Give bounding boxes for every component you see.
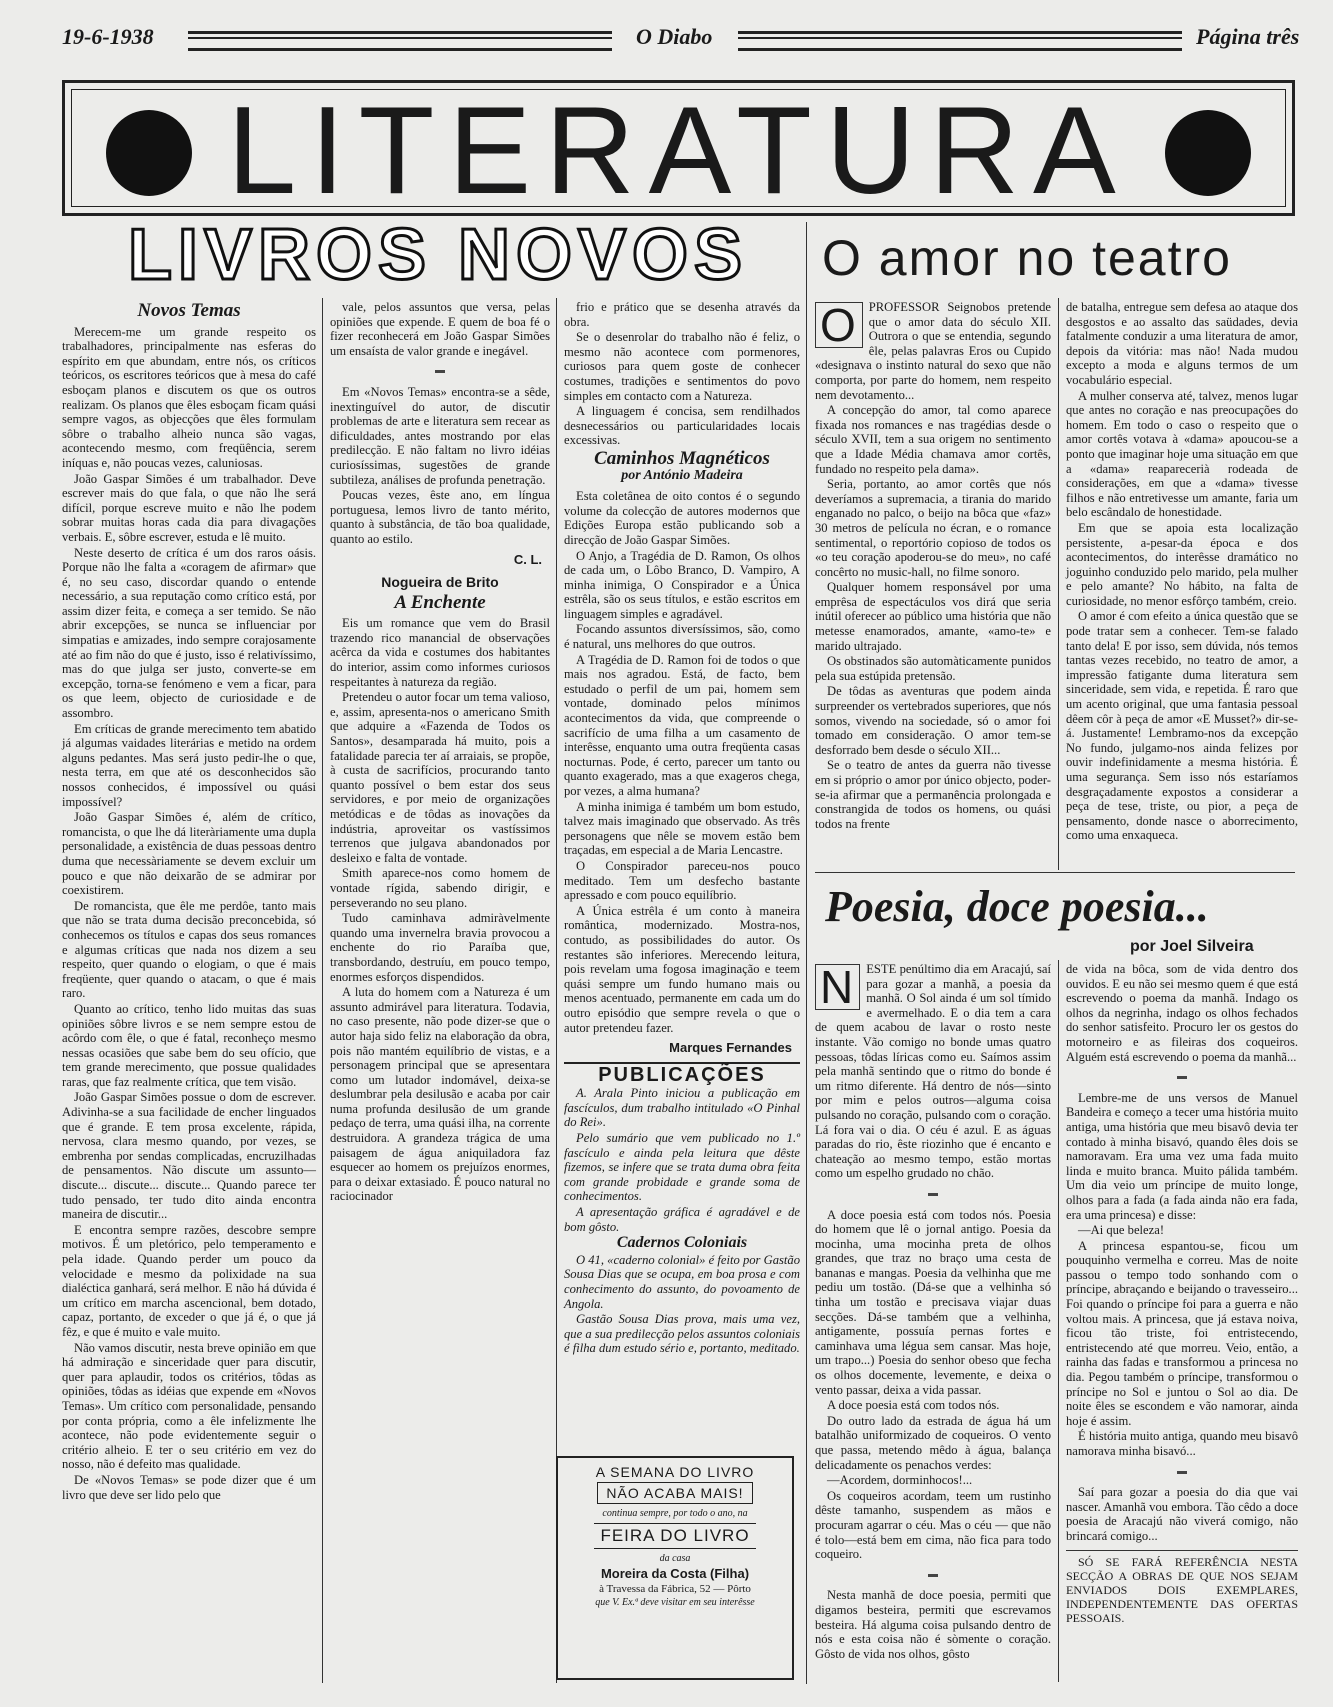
paragraph: A minha inimiga é também um bom estudo, talvez mais imaginado que observado. As três personagens que nêle se movem estão bem traçadas, em especial a de Maria Lencastre.: [564, 799, 800, 858]
section-banner: [62, 80, 1295, 220]
signature-cl: C. L.: [513, 551, 542, 567]
paragraph: Smith aparece-nos como homem de vontade rígida, sabendo dirigir, e perseverando no seu plano.: [330, 866, 550, 910]
paragraph: —Ai que beleza!: [1078, 1223, 1165, 1238]
ornament: ▬: [928, 1187, 938, 1199]
ad-line: à Travessa da Fábrica, 52 — Pôrto: [599, 1583, 751, 1595]
paragraph: Em que se apoia esta localização persistente, a-pesar-da época e dos acontecimentos, do interêsse dramático no joguinho conduzido pelo marido, pela mulher e pelo amante? No hábito, na falta de curiosidade, no menor esfôrço também, creio.: [1066, 520, 1298, 608]
ad-line: NÃO ACABA MAIS!: [597, 1482, 752, 1504]
paragraph: Pretendeu o autor focar um tema valioso, e, assim, apresenta-nos o americano Smith que adquire a «Fazenda de Todos os Santos», desamparada há muito, pois a fatalidade parecia ter aí arraiais, se propõe, à custa de sacrifícios, procurando tanto quanto possível o bem estar dos seus servidores, e por meio de organizações metódicas e de tôdas as inovações da indústria, aproveitar os vastíssimos terrenos que julgava abandonados por desleixo e falta de vontade.: [330, 690, 550, 865]
paragraph: Não vamos discutir, nesta breve opinião em que há admiração e sinceridade quer para discutir, quer para aplaudir, todos os critérios, tôdas as opiniões, tôdas as idéias que expende em «Novos Temas». Um crítico com personalidade, pensando por conta própria, como a êle infelizmente lhe acontece, não pode evidentemente seguir o critério alheio. E ter o seu critério em vez do nosso, não é defeito mas qualidade.: [62, 1340, 316, 1472]
paragraph: Se o teatro de antes da guerra não tivesse em si próprio o amor por único objecto, poder-se-ia afirmar que a permanência prolongada e constrangida de todos os homens, ou quási todos na frente: [815, 758, 1051, 831]
amor-column-two: [1066, 300, 1298, 843]
paragraph: De romancista, que êle me perdôe, tanto mais que não se trata duma decisão preconcebida, só conhecemos os títulos e capas dos seus romances e algumas críticas que nada nos dizem a seu respeito, quer quando o elogiam, o que é mais freqüente, quer quando o atacam, o que é mais raro.: [62, 898, 316, 1001]
paragraph: de vida na bôca, som de vida dentro dos ouvidos. E eu não sei mesmo quem é que está escrevendo o poema da manhã. Indago os olhos da negrinha, indago os olhos fechados do senhor satisfeito. Procuro ler os gestos do motorneiro e as fileiras dos coqueiros. Alguém está escrevendo o poema da manhã...: [1066, 962, 1298, 1064]
paragraph: Em «Novos Temas» encontra-se a sêde, inextinguível do autor, de discutir problemas de arte e literatura sem recear as dificuldades, antes mostrando por elas predilecção. E não faltam no livro idéias curiosíssimas, sugestões de grande subtileza, análises de profunda penetração.: [330, 384, 550, 487]
paragraph: João Gaspar Simões é um trabalhador. Deve escrever mais do que fala, o que não lhe será difícil, porque escreve muito e não lhe podem sobrar muitas horas cada dia para divagações verbais. E, sôbre escrever, estuda e lê muito.: [62, 471, 316, 544]
paragraph: A Única estrêla é um conto à maneira romântica, modernizado. Mostra-nos, contudo, as possibilidades do autor. Os restantes são inferiores. Merecendo leitura, pois revelam uma fogosa imaginação e teem quási sempre um fundo humano mais ou menos acentuado, permanente em cada um do outro episódio que sempre revela o que o autor pretendeu fazer.: [564, 903, 800, 1035]
paragraph: João Gaspar Simões é, além de crítico, romancista, o que lhe dá literàriamente uma dupla personalidade, a existência de duas pessoas dentro duma que necessàriamente se devem excluir um pouco e que não deixarão de se admirar por coexistirem.: [62, 810, 316, 898]
paragraph: A mulher conserva até, talvez, menos lugar que antes no coração e nas preocupações do homem. Em todo o caso o respeito que o amor cortês votava à «dama» apoucou-se a ponto que imaginar hoje uma situação em que a «dama» reaparecerià rodeada de considerações, em que a «dama» tivesse filhos e não entretivesse um amante, faria um belo escândalo de honestidade.: [1066, 388, 1298, 520]
ad-line: A SEMANA DO LIVRO: [595, 1464, 755, 1480]
paragraph: A apresentação gráfica é agradável e de bom gôsto.: [564, 1205, 800, 1234]
ad-line: FEIRA DO LIVRO: [594, 1523, 755, 1549]
novos-temas-title: Novos Temas: [137, 300, 241, 321]
paragraph: Se o desenrolar do trabalho não é feliz, o mesmo não acontece com pormenores, curiosos para quem goste de conhecer costumes, tradições e sentimentos do povo simples em contacto com a Natureza.: [564, 330, 800, 403]
paragraph: Esta coletânea de oito contos é o segundo volume da colecção de autores modernos que Edições Europa estão publicando sob a direcção de João Gaspar Simões.: [564, 489, 800, 547]
paragraph: E encontra sempre razões, descobre sempre motivos. É um pletórico, pelo temperamento e pela idade. Quando perder um pouco da velocidade e mesmo da polixidade na sua dialéctica ganhará, será melhor. E não há dúvida é um crítico em marcha ascencional, bem dotado, capaz, portanto, de exceder o que já é, o que já fêz, e que é muito e vale muito.: [62, 1222, 316, 1339]
ornament: ▬: [1177, 1071, 1187, 1083]
paragraph: É história muito antiga, quando meu bisavô namorava minha bisavó...: [1066, 1429, 1298, 1458]
paragraph: Os obstinados são automàticamente punidos pela sua estúpida pretensão.: [815, 654, 1051, 683]
paragraph: Merecem-me um grande respeito os trabalhadores, principalmente nas esferas do espírito em que abundam, entre nós, os críticos teóricos, os escritores teóricos que à mesa do café esboçam planos e discutem os que os outros realizam. Os planos que êles esboçam ficam quási sempre vagos, as objecções que êles formulam sôbre o trabalho alheio nunca são vagas, acontecendo mesmo, com freqüência, serem iníquas e, não poucas vezes, caluniosas.: [62, 324, 316, 470]
paragraph: Em críticas de grande merecimento tem abatido já algumas vaidades literárias e metido na ordem alguns pedantes. Mas será justo pedir-lhe o que, nesta terra, em que até os desconhecidos são nossos conhecidos, é impossível ou quási impossível?: [62, 721, 316, 809]
poesia-column-two: [1066, 962, 1298, 1625]
ad-line: que V. Ex.ª deve visitar em seu interêsse: [595, 1597, 755, 1608]
column-rule: [322, 298, 323, 1683]
publicacoes-body: [564, 1086, 800, 1356]
paragraph: Do outro lado da estrada de água há um batalhão uniformizado de coqueiros. O vento que passa, metendo mêdo à água, balança delicadamente os penachos verdes:: [815, 1413, 1051, 1472]
caminhos-author: por António Madeira: [621, 467, 743, 483]
paragraph: O amor é com efeito a única questão que se pode tratar sem a conhecer. Tem-se falado tanto dela! E por isso, sem dúvida, nós temos tantas vezes recebido, no teatro de amor, a impressão fatigante duma literatura sem sinceridade, sem vida, e repetida. É raro que um acento original, que uma fantasia pessoal dêem côr à peça de amor «E Musset?» dir-se-á. Justamente! Lembramo-nos da excepção No fundo, julgamo-nos ainda felizes por ouvir indefinidamente a mesma história. É uma segurança. Sem isso nós estaríamos desgraçadamente expostos a considerar a peça de tese, triste, ou pior, a peça de pensamento, donde nasce o aborrecimento, como uma enxaqueca.: [1066, 609, 1298, 843]
paragraph: de batalha, entregue sem defesa ao ataque dos desgostos e ao assalto das saüdades, devia fatalmente conduzir a uma literatura de amor, depois da vitória: mas não! Nada mudou excepto a moda e alguns termos de um vocabulário especial.: [1066, 300, 1298, 387]
paragraph: PROFESSOR Seignobos pretende que o amor data do século XII. Outrora o que se entendia, segundo êle, pelas palavras Eros ou Cupido «designava o instinto natural do sexo que não comporta, por parte do homem, nem respeito nem devotamento...: [815, 300, 1051, 402]
paragraph: frio e prático que se desenha através da obra.: [564, 300, 800, 329]
paragraph: O Anjo, a Tragédia de D. Ramon, Os olhos de cada um, o Lôbo Branco, D. Vampiro, A minha inimiga, O Conspirador e a Única estrêla, são os seus títulos, e estão escritos em linguagem simples e agradável.: [564, 548, 800, 621]
paragraph: João Gaspar Simões possue o dom de escrever. Adivinha-se a sua facilidade de encher linguados que é grande. E tem prosa excelente, rápida, nervosa, clara mesmo quando, por vezes, se embrenha por sendas complicadas, encruzilhadas de pensamentos. Não discute um assunto— discute... discute... discute... Quando parece ter tudo pensado, ter tudo dito ainda encontra maneira de discutir...: [62, 1090, 316, 1222]
paragraph: A Tragédia de D. Ramon foi de todos o que mais nos agradou. Está, de facto, bem estudado o perfil de um pai, homem sem vontade, dominado pelos mínimos acontecimentos da vida, que compreende o sacrifício de uma filha a um casamento de interêsse, enquanto uma outra freqüenta casas nocturnas. Pode, é certo, parecer um tanto ou quanto exagerado, mas a que exageros chega, por vezes, a alma humana?: [564, 652, 800, 798]
header-rule-left: [188, 31, 612, 51]
amor-column-one: [815, 300, 1051, 831]
paragraph: Quanto ao crítico, tenho lido muitas das suas opiniões sôbre livros e se nem sempre estou de acôrdo com êle, o que é fatal, reconheço mesmo nessas ocasiões que sabe bem do seu ofício, que tem grande merecimento, que possue qualidades raras, que faz realmente crítica, que tem visão.: [62, 1001, 316, 1089]
paragraph: Pelo sumário que vem publicado no 1.º fascículo e ainda pela leitura que dêste fizemos, se infere que se trata duma obra feita com grande probidade e grande soma de conhecimentos.: [564, 1131, 800, 1204]
enchente-title: A Enchente: [394, 591, 486, 613]
paragraph: vale, pelos assuntos que versa, pelas opiniões que expende. E quem de boa fé o fizer reconhecerá em João Gaspar Simões um ensaísta de valor grande e inegável.: [330, 300, 550, 358]
ad-line: continua sempre, por todo o ano, na: [602, 1508, 748, 1519]
paragraph: A princesa espantou-se, ficou um pouquinho vermelha e correu. Mas de noite passou o tempo todo sonhando com o príncipe, abraçando e beijando o travesseiro... Foi quando o príncipe foi para a guerra e não voltou mais. A princesa, que já estava noiva, ficou tão triste, foi entristecendo, entristecendo até que morreu. Veio, então, a rainha das fadas e transformou a princesa no dia. Pegou também o príncipe, transformou o príncipe no Sol e juntou o Sol ao dia. De noite êles se escondem e vão namorar, ainda hoje é assim.: [1066, 1238, 1298, 1428]
paragraph: Saí para gozar a poesia do dia que vai nascer. Amanhã vou embora. Tão cêdo a doce poesia de Aracajú não viverá comigo, não brincará comigo...: [1066, 1485, 1298, 1543]
paragraph: A doce poesia está com todos nós.: [827, 1398, 1000, 1413]
signature-marques: Marques Fernandes: [669, 1040, 792, 1056]
amor-teatro-headline: O amor no teatro: [822, 230, 1232, 286]
paragraph: De tôdas as aventuras que podem ainda surpreender os vertebrados superiores, que nós somos, vivendo na sociedade, só o amor foi tomado em consideração. O amor tem-se desforrado bem desde o século XII...: [815, 684, 1051, 757]
article-separator: [815, 872, 1295, 873]
publicacoes-title: PUBLICAÇÕES: [598, 1063, 766, 1086]
paragraph: ESTE penúltimo dia em Aracajú, saí para gozar a manhã, a poesia da manhã. O Sol ainda é um sol tímido e avermelhado. E o dia tem a cara de quem acabou de lavar o rosto neste instante. Vão comigo no bonde umas quatro pessoas, tôdas líricas como eu. Saímos assim pela manhã sentindo que o ritmo do bonde é um ritmo diferente. Há dentro de nós—sinto por mim e pelos outros—alguma coisa pulsando no coração, pulsando com o coração. Lá fora vai o dia. O céu é azul. E as águas paradas do rio, êste riozinho que é encanto e chateação ao mesmo tempo, estão mortas como um espelho grudado no chão.: [815, 962, 1051, 1181]
paragraph: A luta do homem com a Natureza é um assunto admirável para literatura. Todavia, no caso presente, não pode dizer-se que o autor haja sido feliz na elaboração da obra, pois não mantém equilíbrio de vistas, e a personagem principal que se apresentara como um lutador indomável, deixa-se deslumbrar pela desilusão e acaba por cair numa profunda desilusão de um grande pedaço de terra, uma quási ilha, na corrente destruidora. A grandeza trágica de uma paisagem de água aniquiladora faz esquecer ao homem os prejuízos enormes, para o deixar extasiado. É pouco natural no raciocinador: [330, 985, 550, 1204]
dropcap: O: [815, 302, 863, 348]
newspaper-name: O Diabo: [636, 24, 713, 49]
feira-do-livro-ad: [556, 1456, 794, 1680]
column-three: [564, 300, 800, 1356]
ad-line: da casa: [659, 1553, 691, 1564]
paragraph: Seria, portanto, ao amor cortês que nós deveríamos a supremacia, a tirania do marido enganado no palco, o beijo na bôca que «faz» 30 metros de película no écran, e o romance sentimental, o reportório copioso de todos os «o teu coração apoderou-se do meu», no café concêrto no music-hall, no filme sonoro.: [815, 477, 1051, 579]
notice-rule: [1066, 1550, 1298, 1551]
column-two: [330, 300, 550, 1204]
paragraph: Focando assuntos diversíssimos, são, como é natural, uns melhores do que outros.: [564, 622, 800, 652]
cadernos-coloniais-title: Cadernos Coloniais: [616, 1234, 748, 1252]
column-novos-temas: [62, 300, 316, 1502]
signature-nogueira: Nogueira de Brito: [381, 574, 499, 591]
banner-frame: [71, 82, 1286, 220]
ornament: ▬: [928, 1568, 938, 1580]
poesia-headline: Poesia, doce poesia...: [825, 882, 1209, 931]
paragraph: Eis um romance que vem do Brasil trazendo rico manancial de observações acêrca da vida e costumes dos habitantes do interior, assim como informes curiosos respeitantes à natureza da região.: [330, 616, 550, 689]
column-rule: [806, 222, 807, 1684]
paragraph: —Acordem, dorminhocos!...: [827, 1473, 973, 1488]
paragraph: Gastão Sousa Dias prova, mais uma vez, que a sua predilecção pelos assuntos coloniais é filha dum estudo sério e, portanto, meditado.: [564, 1312, 800, 1356]
paragraph: Neste deserto de crítica é um dos raros oásis. Porque não lhe falta a «coragem de afirmar» que é, no seu caso, discordar quando o entende necessário, a sua reputação como crítico está, por assim dizer feita, e começa a ser temido. Se não abrir excepções, se nunca se influenciar por simpatias e amizades, indo sempre corajosamente até ao fim não do que é justo, isso é relativíssimo, mas do que julga ser justo, converte-se em excepção, torna-se fenómeno e vem a ficar, para os que leem, objecto de curiosidade e de assombro.: [62, 545, 316, 721]
header-rule-right: [738, 31, 1182, 51]
page-number: Página três: [1196, 24, 1300, 49]
paragraph: Tudo caminhava admiràvelmente quando uma invernelra bravia provocou a enchente do rio Paraíba que, transbordando, destruíu, em pouco tempo, enormes esforços dispendidos.: [330, 911, 550, 984]
poesia-column-one: [815, 962, 1051, 1661]
paragraph: Nesta manhã de doce poesia, permiti que digamos besteira, permiti que escrevamos besteira. Há alguma coisa pulsando dentro de nós e esta coisa não é sòmente o coração. Gôsto de vida nos olhos, gôsto: [815, 1588, 1051, 1661]
paragraph: O 41, «caderno colonial» é feito por Gastão Sousa Dias que se ocupa, em boa prosa e com conhecimento do assunto, do povoamento de Angola.: [564, 1252, 800, 1311]
paragraph: O Conspirador pareceu-nos pouco meditado. Tem um desfecho bastante apressado e com pouco equilíbrio.: [564, 858, 800, 903]
dropcap: N: [815, 964, 860, 1010]
livros-novos-headline: LIVROS NOVOS: [127, 215, 749, 295]
column-rule: [1058, 298, 1059, 870]
editorial-notice: SÓ SE FARÁ REFERÊNCIA NESTA SECÇÃO A OBRAS DE QUE NOS SEJAM ENVIADOS DOIS EXEMPLARES, INDEPENDENTEMENTE DAS OFERTAS PESSOAIS.: [1066, 1554, 1298, 1625]
caminhos-title: Caminhos Magnéticos: [594, 447, 770, 469]
issue-date: 19-6-1938: [62, 24, 154, 49]
poesia-author: por Joel Silveira: [1130, 938, 1254, 955]
paragraph: A. Arala Pinto iniciou a publicação em fascículos, dum trabalho intitulado «O Pinhal do Rei».: [564, 1086, 800, 1130]
ornament: ▬: [435, 365, 445, 377]
paragraph: A concepção do amor, tal como aparece fixada nos romances e nas tragédias desde o século XVII, tem a sua origem no sentimento que a Idade Média chamava amor cortês, fundado no respeito pela dama».: [815, 403, 1051, 476]
paragraph: A doce poesia está com todos nós. Poesia do homem que lê o jornal antigo. Poesia da mocinha, uma mocinha preta de olhos grandes, que traz no braço uma cesta de bananas e mangas. Poesia da velhinha que me pediu um tostão. (Dá-se que a velhinha só tinha um tostão e precisava viajar duas secções. Dá-se também que a velhinha, antigamente, possuía pernas fortes e caminhava uma légua sem cansar. Mas hoje, um trapo...) Poesia do senhor obeso que fecha os olhos docemente, levemente, e deixa o vento passar, deixa a vida passar.: [815, 1207, 1051, 1397]
section-title: LITERATURA: [227, 82, 1130, 220]
paragraph: Qualquer homem responsável por uma emprêsa de espectáculos vos dirá que seria inútil oferecer ao público uma história que não metesse enamorados, amante, «amo-te» e marido ultrajado.: [815, 580, 1051, 653]
paragraph: Poucas vezes, êste ano, em língua portuguesa, lemos livro de tanto mérito, quanto à substância, de tão boa qualidade, quanto ao estilo.: [330, 488, 550, 546]
ornament: ▬: [1177, 1465, 1187, 1477]
paragraph: A linguagem é concisa, sem rendilhados desnecessários ou particularidades locais excessivas.: [564, 404, 800, 448]
ad-line: Moreira da Costa (Filha): [600, 1566, 750, 1581]
paragraph: De «Novos Temas» se pode dizer que é um livro que deve ser lido pelo que: [62, 1472, 316, 1502]
paragraph: Os coqueiros acordam, teem um rustinho dêste tamanho, suspendem as mãos e procuram agarrar o céu. Mas o céu — que não é tolo—está bem em cima, não fica para todo coqueiro.: [815, 1488, 1051, 1562]
paragraph: Lembre-me de uns versos de Manuel Bandeira e começo a tecer uma história muito antiga, uma história que meu bisavô devia ter contado à minha bisavó, quando êles dois se namoravam. Era uma vez uma fada muito linda e muito branca. Muito pálida também. Um dia veio um príncipe de muito longe, olhos para a fada (a fada ainda não era fada, era uma princesa) e disse:: [1066, 1090, 1298, 1222]
column-rule: [1058, 960, 1059, 1682]
